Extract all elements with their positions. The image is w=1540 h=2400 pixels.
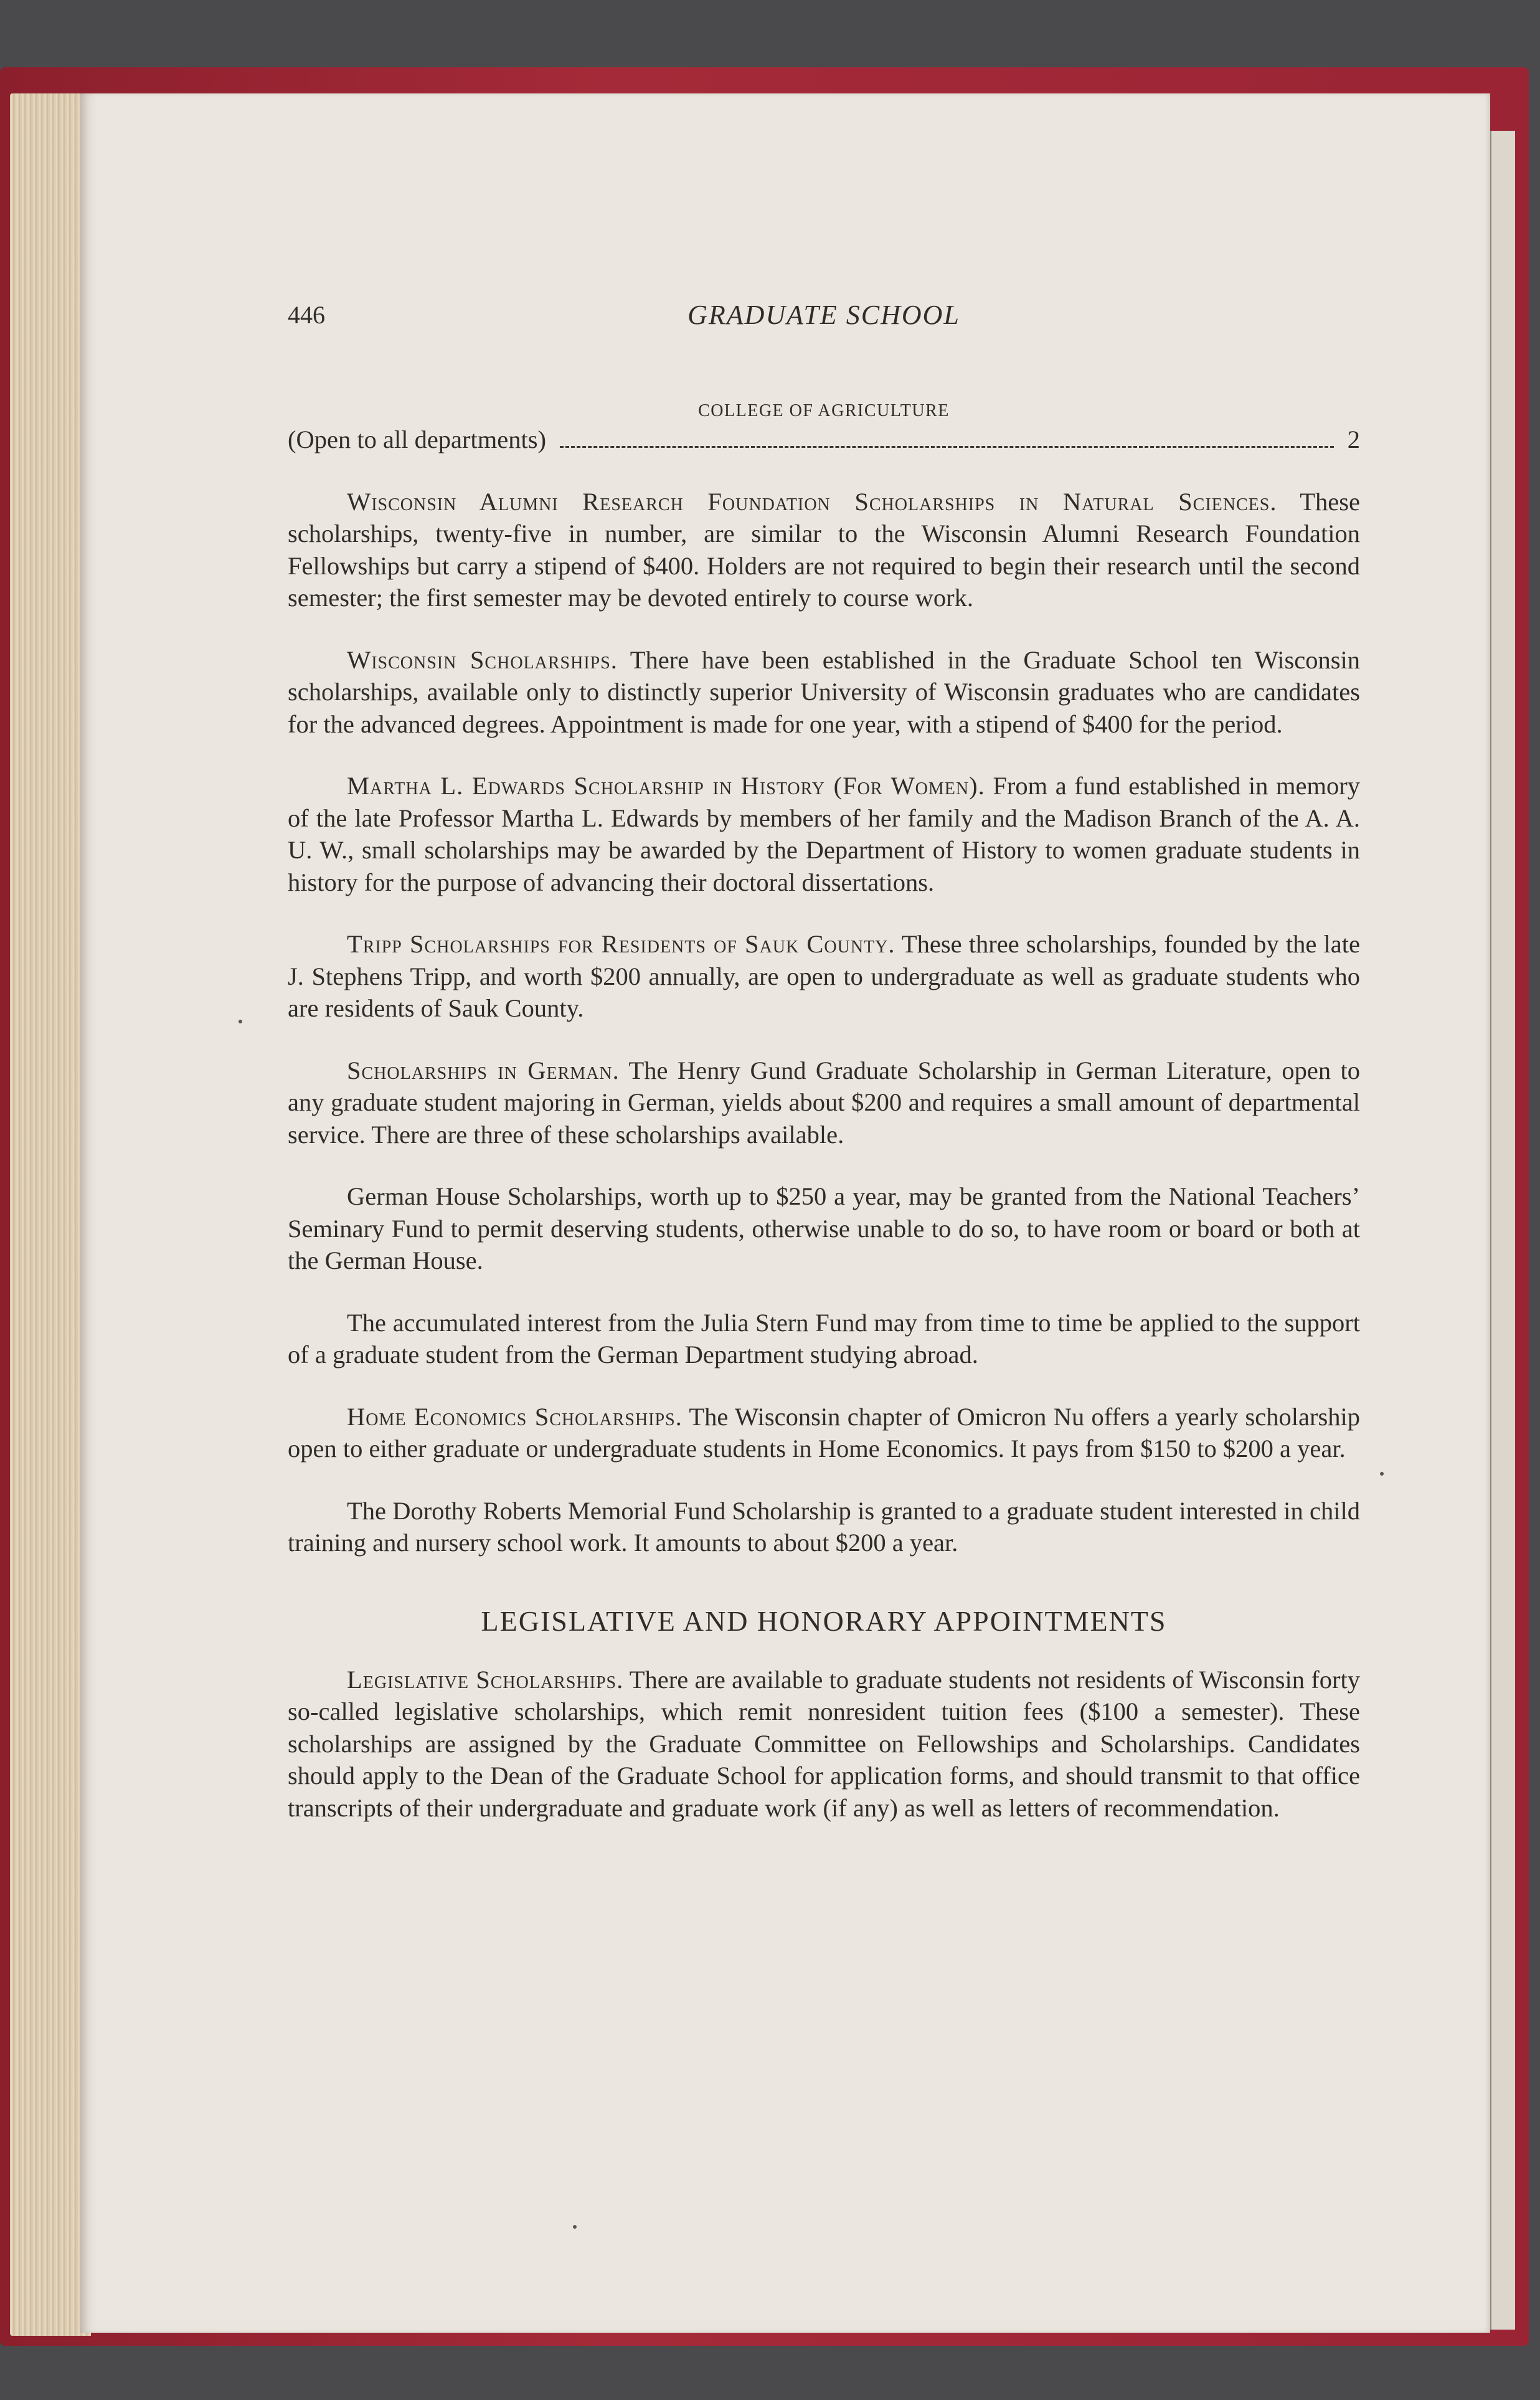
paragraph xyxy=(288,1055,1360,1151)
section-heading: LEGISLATIVE AND HONORARY APPOINTMENTS xyxy=(481,1605,1167,1637)
paragraph-lead: Martha L. Edwards Scholarship in History (For Women). xyxy=(347,772,985,800)
paragraph-body: There have been established in the Graduate School ten Wisconsin scholarships, available only to distinctly superior University of Wisconsin graduates who are candidates for the advanced degrees. Appointment is made for one year, with a stipend of $400 for the period. xyxy=(288,645,1360,738)
leader-dots xyxy=(560,446,1334,448)
paragraph-lead: Home Economics Scholarships. xyxy=(347,1402,683,1431)
margin-mark xyxy=(1380,1472,1384,1476)
page-text xyxy=(288,299,1360,1824)
paragraph xyxy=(288,928,1360,1025)
page-edges xyxy=(10,93,91,2336)
college-heading: COLLEGE OF AGRICULTURE xyxy=(698,401,950,420)
paragraph xyxy=(288,770,1360,898)
running-title: GRADUATE SCHOOL xyxy=(687,300,960,330)
paragraph-lead: Wisconsin Alumni Research Foundation Scholarships in Natural Sciences. xyxy=(347,487,1277,516)
paragraph-body: There are available to graduate students not residents of Wisconsin forty so-called legislative scholarships, which remit nonresident tuition fees ($100 a semester). These scholarships are assigned by the Graduate Committee on Fellowships and Scholarships. Candidates should apply to the Dean of the Graduate School for application forms, and should transmit to that office transcripts of their undergraduate and graduate work (if any) as well as letters of recommendation. xyxy=(288,1665,1360,1822)
paragraph-body: From a fund established in memory of the late Professor Martha L. Edwards by members of her family and the Madison Branch of the A. A. U. W., small scholarships may be awarded by the Department of History to women graduate students in history for the purpose of advancing their doctoral dissertations. xyxy=(288,772,1360,896)
margin-mark xyxy=(573,2225,577,2229)
paragraph-lead: Wisconsin Scholarships. xyxy=(347,645,618,674)
paragraph-body: The Henry Gund Graduate Scholarship in German Literature, open to any graduate student majoring in German, yields about $200 and requires a small amount of departmental service. There are three of these scholarships available. xyxy=(288,1056,1360,1149)
margin-mark xyxy=(239,1020,242,1023)
paragraph-body: These three scholarships, founded by the late J. Stephens Tripp, and worth $200 annually, are open to undergraduate as well as graduate students who are residents of Sauk County. xyxy=(288,930,1360,1022)
paragraph-lead: Legislative Scholarships. xyxy=(347,1665,624,1694)
page-header xyxy=(288,299,1360,336)
paragraph-body: These scholarships, twenty-five in number, are similar to the Wisconsin Alumni Research Foundation Fellowships but carry a stipend of $400. Holders are not required to begin their research until the second semester; the first semester may be devoted entirely to course work. xyxy=(288,487,1360,612)
entry-label: (Open to all departments) xyxy=(288,425,546,453)
paragraph xyxy=(288,1307,1360,1371)
paragraph xyxy=(288,644,1360,741)
paragraph xyxy=(288,1495,1360,1559)
leader-entry xyxy=(288,424,1360,456)
paragraph-lead: Scholarships in German. xyxy=(347,1056,620,1084)
paragraph-lead: Tripp Scholarships for Residents of Sauk County. xyxy=(347,930,895,958)
paragraph-body: The Wisconsin chapter of Omicron Nu offers a yearly scholarship open to either graduate or undergraduate students in Home Economics. It pays from $150 to $200 a year. xyxy=(288,1402,1360,1463)
paragraph xyxy=(288,1180,1360,1277)
paragraph-body: The accumulated interest from the Julia Stern Fund may from time to time be applied to the support of a graduate student from the German Department studying abroad. xyxy=(288,1308,1360,1368)
paragraph xyxy=(288,1664,1360,1824)
paragraph xyxy=(288,1401,1360,1465)
paragraph-body: German House Scholarships, worth up to $250 a year, may be granted from the National Teachers’ Seminary Fund to permit deserving students, otherwise unable to do so, to have room or board or both at the German House. xyxy=(288,1182,1360,1274)
paragraph xyxy=(288,486,1360,614)
page-number: 446 xyxy=(288,301,325,329)
next-page-edge xyxy=(1490,131,1515,2330)
entry-count: 2 xyxy=(1347,425,1360,453)
paragraph-body: The Dorothy Roberts Memorial Fund Scholarship is granted to a graduate student interested in child training and nursery school work. It amounts to about $200 a year. xyxy=(288,1496,1360,1557)
